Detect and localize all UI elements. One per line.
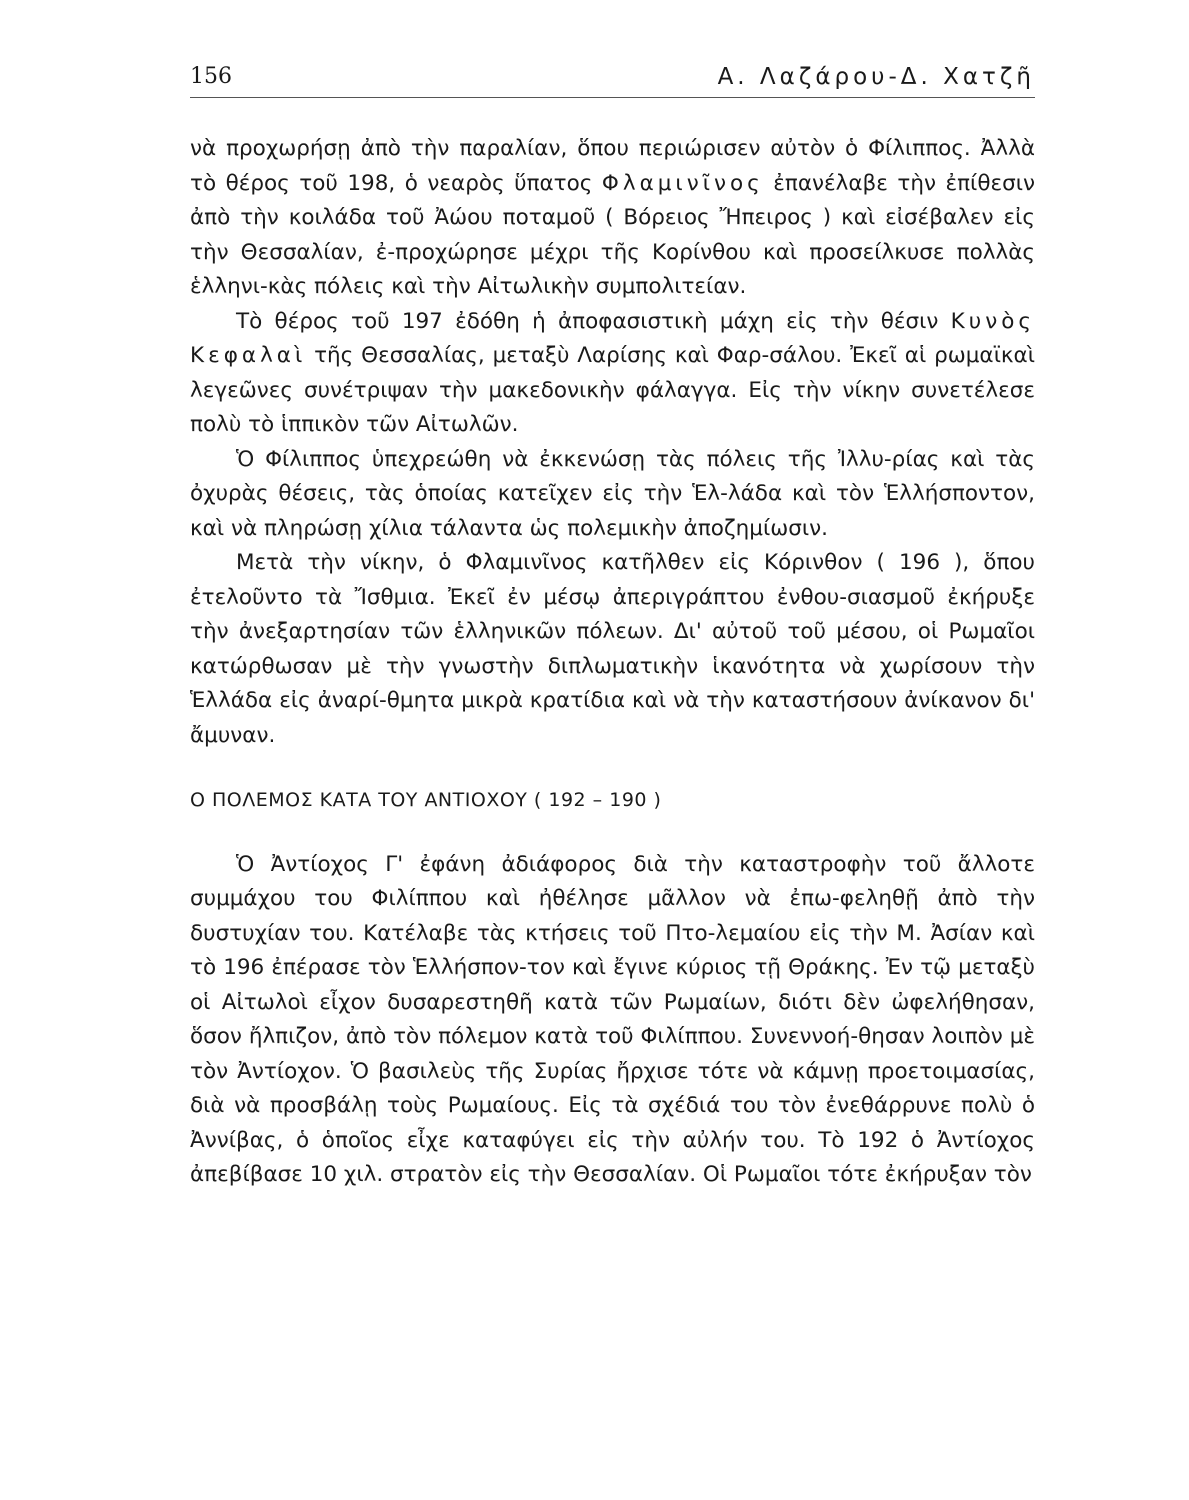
paragraph-text: ἐπανέλαβε τὴν ἐπίθεσιν ἀπὸ τὴν κοιλάδα τοῦ Ἀώου ποταμοῦ ( Βόρειος Ἤπειρος ) καὶ εἰσέβαλεν εἰς τὴν Θεσσαλίαν, ἐ-προχώρησε μέχρι τῆς Κορίνθου καὶ προσείλκυσε πολλὰς ἑλληνι-κὰς πόλεις καὶ τὴν Αἰτωλικὴν συμπολιτείαν. [190, 170, 1036, 299]
paragraph [190, 305, 1035, 443]
paragraph-text: Τὸ θέρος τοῦ 197 ἐδόθη ἡ ἀποφασιστικὴ μάχη εἰς τὴν θέσιν [236, 308, 951, 334]
paragraph-text: νὰ προχωρήσῃ ἀπὸ τὴν παραλίαν, ὅπου περιώρισεν αὐτὸν ὁ Φίλιππος. Ἀλλὰ τὸ θέρος τοῦ 198, ὁ νεαρὸς ὕπατος [190, 136, 1035, 196]
paragraph [190, 132, 1035, 305]
header-rule [190, 97, 1035, 98]
paragraph: Ὁ Φίλιππος ὑπεχρεώθη νὰ ἐκκενώσῃ τὰς πόλεις τῆς Ἰλλυ-ρίας καὶ τὰς ὀχυρὰς θέσεις, τὰς ὁποίας κατεῖχεν εἰς τὴν Ἑλ-λάδα καὶ τὸν Ἑλλήσποντον, καὶ νὰ πληρώσῃ χίλια τάλαντα ὡς πολεμικὴν ἀποζημίωσιν. [190, 446, 1035, 541]
paragraph: Μετὰ τὴν νίκην, ὁ Φλαμινῖνος κατῆλθεν εἰς Κόρινθον ( 196 ), ὅπου ἐτελοῦντο τὰ Ἴσθμια. Ἐκεῖ ἐν μέσῳ ἀπεριγράπτου ἐνθου-σιασμοῦ ἐκήρυξε τὴν ἀνεξαρτησίαν τῶν ἑλληνικῶν πόλεων. Δι' αὐτοῦ τοῦ μέσου, οἱ Ρωμαῖοι κατώρθωσαν μὲ τὴν γνωστὴν διπλωματικὴν ἱκανότητα νὰ χωρίσουν τὴν Ἑλλάδα εἰς ἀναρί-θμητα μικρὰ κρατίδια καὶ νὰ τὴν καταστήσουν ἀνίκανον δι' ἄμυναν. [190, 550, 1035, 748]
paragraph: Ὁ Ἀντίοχος Γ' ἐφάνη ἀδιάφορος διὰ τὴν καταστροφὴν τοῦ ἄλλοτε συμμάχου του Φιλίππου καὶ ἠθέλησε μᾶλλον νὰ ἐπω-φεληθῇ ἀπὸ τὴν δυστυχίαν του. Κατέλαβε τὰς κτήσεις τοῦ Πτο-λεμαίου εἰς τὴν Μ. Ἀσίαν καὶ τὸ 196 ἐπέρασε τὸν Ἑλλήσπον-τον καὶ ἔγινε κύριος τῇ Θράκης. Ἐν τῷ μεταξὺ οἱ Αἰτωλοὶ εἶχον δυσαρεστηθῆ κατὰ τῶν Ρωμαίων, διότι δὲν ὠφελήθησαν, ὅσον ἤλπιζον, ἀπὸ τὸν πόλεμον κατὰ τοῦ Φιλίππου. Συνεννοή-θησαν λοιπὸν μὲ τὸν Ἀντίοχον. Ὁ βασιλεὺς τῆς Συρίας ἤρχισε τότε νὰ κάμνῃ προετοιμασίας, διὰ νὰ προσβάλῃ τοὺς Ρωμαίους. Εἰς τὰ σχέδιά του τὸν ἐνεθάρρυνε πολὺ ὁ Ἀννίβας, ὁ ὁποῖος εἶχε καταφύγει εἰς τὴν αὐλήν του. Τὸ 192 ὁ Ἀντίοχος ἀπεβίβασε 10 χιλ. στρατὸν εἰς τὴν Θεσσαλίαν. Οἱ Ρωμαῖοι τότε ἐκήρυξαν τὸν [190, 851, 1035, 1187]
running-head: Α. Λαζάρου-Δ. Χατζῆ [717, 64, 1035, 90]
page-body [190, 132, 1035, 1193]
page-header [190, 64, 1035, 98]
emphasized-name: Φλαμινῖνος [601, 170, 764, 196]
page-number: 156 [190, 64, 232, 89]
paragraph-text: τῆς Θεσσαλίας, μεταξὺ Λαρίσης καὶ Φαρ-σάλου. Ἐκεῖ αἱ ρωμαϊκαὶ λεγεῶνες συνέτριψαν τὴν μακεδονικὴν φάλαγγα. Εἰς τὴν νίκην συνετέλεσε πολὺ τὸ ἱππικὸν τῶν Αἰτωλῶν. [190, 343, 1035, 437]
section-heading: Ο ΠΟΛΕΜΟΣ ΚΑΤΑ ΤΟΥ ΑΝΤΙΟΧΟΥ ( 192 – 190 ) [190, 789, 662, 811]
emphasized-name: Κυνὸς Κεφαλαὶ [190, 308, 1035, 368]
